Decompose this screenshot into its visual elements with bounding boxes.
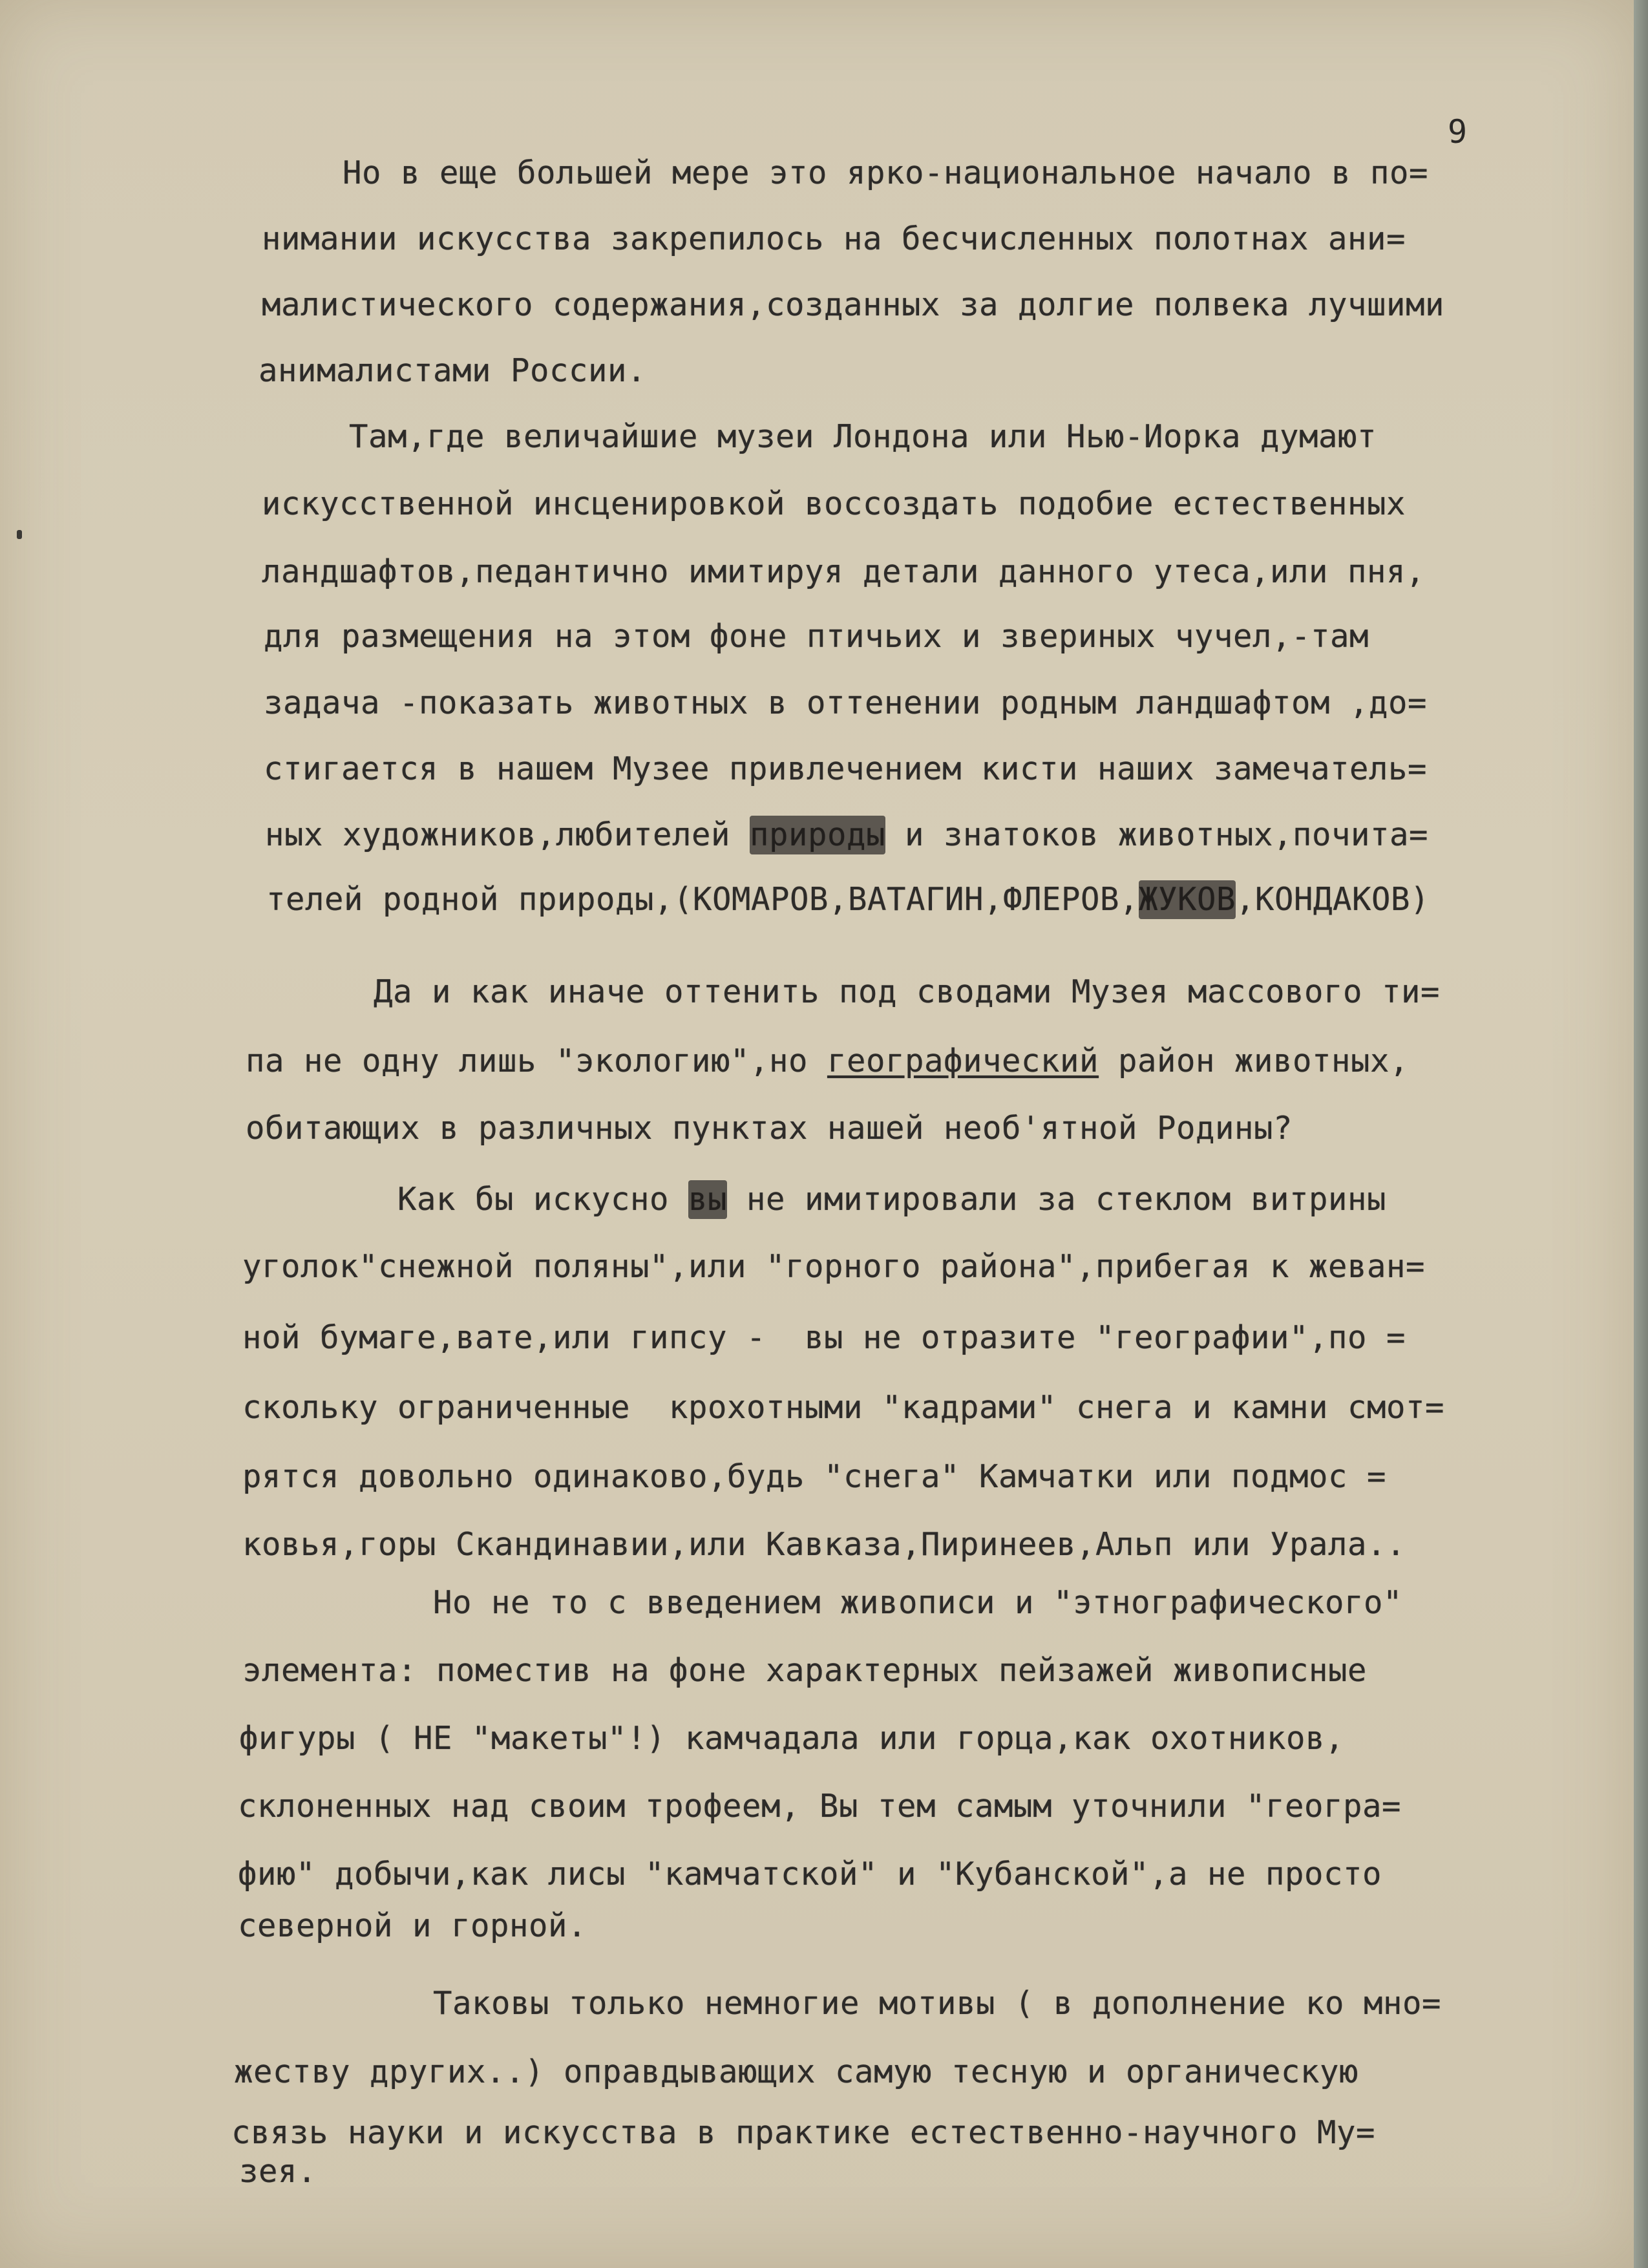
text-line-29: жеству других..) оправдывающих самую тесную и органическую [234,2053,1359,2090]
struck-word-2: вы [688,1181,728,1218]
text-line-30: связь науки и искусства в практике естественно-научного Му= [231,2114,1376,2151]
struck-word: природы [750,816,886,853]
underlined-word: географический [827,1043,1099,1079]
text-line-12 [266,880,1430,919]
text-line-11-a: ных художников,любителей [265,816,750,853]
text-line-25: склоненных над своим трофеем, Вы тем самым уточнили "геогра= [238,1788,1402,1825]
struck-name: ЖУКОВ [1139,881,1236,918]
text-line-21: ковья,горы Скандинавии,или Кавказа,Пиринеев,Альп или Урала.. [242,1526,1406,1563]
text-line-4: анималистами России. [259,352,647,389]
text-line-1: Но в еще большей мере это ярко-национальное начало в по= [343,154,1429,191]
text-line-11-b: и знатоков животных,почита= [885,816,1429,853]
text-line-13: Да и как иначе оттенить под сводами Музея массового ти= [374,973,1441,1010]
text-line-31: зея. [239,2153,317,2190]
text-line-12-b: ,КОНДАКОВ) [1236,881,1430,918]
text-line-26: фию" добычи,как лисы "камчатской" и "Кубанской",а не просто [238,1856,1382,1892]
text-line-19: скольку ограниченные крохотными "кадрами" снега и камни смот= [242,1389,1445,1426]
text-line-10: стигается в нашем Музее привлечением кисти наших замечатель= [264,750,1428,787]
text-line-9: задача -показать животных в оттенении родным ландшафтом ,до= [264,684,1428,721]
text-line-12-a: телей родной природы,(КОМАРОВ,ВАТАГИН,ФЛЕРОВ, [266,881,1139,918]
text-line-3: малистического содержания,созданных за долгие полвека лучшими [262,286,1445,323]
page-number: 9 [1448,113,1468,151]
text-line-16 [397,1180,1386,1219]
text-line-20: рятся довольно одинаково,будь "снега" Камчатки или подмос = [242,1458,1387,1495]
text-line-23: элемента: поместив на фоне характерных пейзажей живописные [242,1652,1368,1689]
text-line-28: Таковы только немногие мотивы ( в дополнение ко мно= [433,1985,1442,2022]
text-line-16-a: Как бы искусно [397,1181,689,1218]
text-line-14 [246,1042,1409,1081]
text-line-11 [265,816,1428,854]
text-line-14-b: район животных, [1099,1043,1410,1079]
text-line-8: для размещения на этом фоне птичьих и звериных чучел,-там [264,618,1369,655]
text-line-2: нимании искусства закрепилось на бесчисленных полотнах ани= [262,220,1406,257]
text-line-18: ной бумаге,вате,или гипсу - вы не отразите "географии",по = [242,1319,1406,1356]
text-line-17: уголок"снежной поляны",или "горного района",прибегая к жеван= [242,1248,1426,1285]
text-line-16-b: не имитировали за стеклом витрины [727,1181,1387,1218]
text-line-5: Там,где величайшие музеи Лондона или Нью-Иорка думают [349,418,1377,455]
margin-mark [17,530,22,539]
text-line-15: обитающих в различных пунктах нашей необ'ятной Родины? [246,1110,1293,1147]
text-line-7: ландшафтов,педантично имитируя детали данного утеса,или пня, [262,553,1426,590]
text-line-27: северной и горной. [238,1907,587,1944]
text-line-22: Но не то с введением живописи и "этнографического" [433,1584,1403,1621]
text-line-24: фигуры ( НЕ "макеты"!) камчадала или горца,как охотников, [239,1720,1345,1757]
text-line-14-a: па не одну лишь "экологию",но [246,1043,828,1079]
page-edge [1634,0,1648,2268]
text-line-6: искусственной инсценировкой воссоздать подобие естественных [262,485,1406,522]
